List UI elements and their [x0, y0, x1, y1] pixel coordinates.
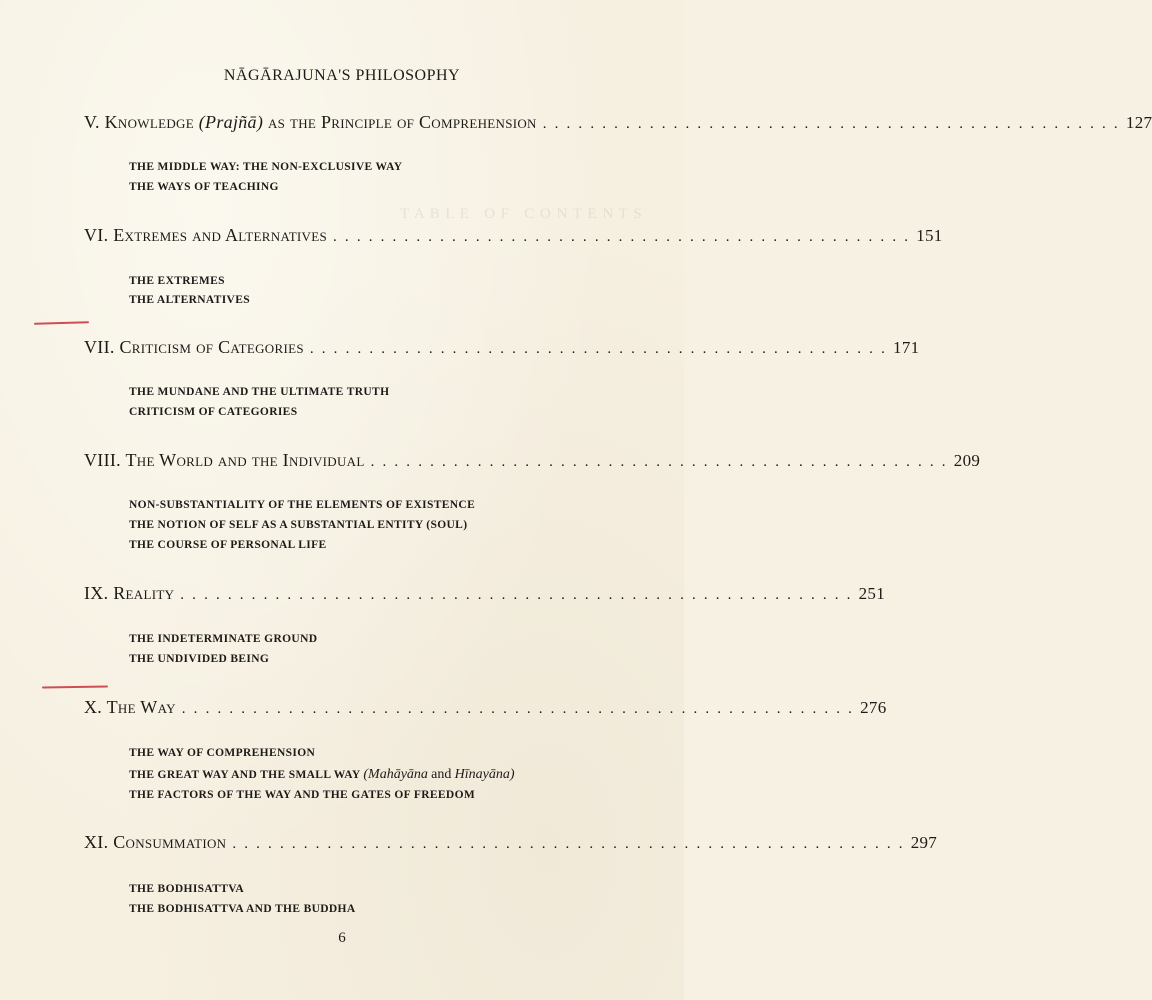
section-heading: THE COURSE OF PERSONAL LIFE: [129, 539, 327, 551]
section-heading: CRITICISM OF CATEGORIES: [129, 406, 298, 418]
chapter-vi-entry[interactable]: [84, 225, 943, 251]
chapter-title: IX. Reality: [84, 583, 175, 603]
section-heading: THE ALTERNATIVES: [129, 294, 250, 306]
section-heading: THE MIDDLE WAY: THE NON-EXCLUSIVE WAY: [129, 161, 403, 173]
page-number: 151: [916, 226, 943, 245]
page-folio: 6: [338, 930, 346, 946]
dot-leader: . . . . . . . . . . . . . . . . . . . . . . . . . . . . . . . . . . . . . . . . . . . . . . . . .: [309, 341, 888, 357]
red-pencil-mark: [34, 321, 89, 324]
dot-leader: . . . . . . . . . . . . . . . . . . . . . . . . . . . . . . . . . . . . . . . . . . . . . . . . . . . . . . . . .: [180, 587, 853, 603]
section-heading: THE BODHISATTVA AND THE BUDDHA: [129, 903, 356, 915]
dot-leader: . . . . . . . . . . . . . . . . . . . . . . . . . . . . . . . . . . . . . . . . . . . . . . . . .: [542, 116, 1120, 132]
section-heading: THE MUNDANE AND THE ULTIMATE TRUTH: [129, 386, 390, 398]
chapter-x-entry[interactable]: [84, 697, 887, 723]
section-heading: NON-SUBSTANTIALITY OF THE ELEMENTS OF EXISTENCE: [129, 499, 476, 511]
section-heading: THE BODHISATTVA: [129, 883, 245, 895]
section-heading: THE EXTREMES: [129, 275, 225, 287]
chapter-xi-entry[interactable]: [84, 832, 938, 858]
red-pencil-mark: [42, 686, 108, 689]
dot-leader: . . . . . . . . . . . . . . . . . . . . . . . . . . . . . . . . . . . . . . . . . . . . . . . . .: [333, 229, 911, 245]
page-number: 127: [1125, 113, 1152, 132]
chapter-title: VI. Extremes and Alternatives: [84, 225, 328, 245]
page-number: 297: [910, 833, 938, 852]
section-heading: THE GREAT WAY AND THE SMALL WAY (Mahāyāna and Hīnayāna): [129, 767, 515, 782]
section-heading: THE WAY OF COMPREHENSION: [129, 747, 316, 759]
chapter-viii-entry[interactable]: [84, 450, 981, 476]
chapter-ix-entry[interactable]: [84, 583, 886, 609]
chapter-title: V. Knowledge (Prajñā) as the Principle of Comprehension: [84, 112, 537, 132]
chapter-title: VII. Criticism of Categories: [84, 337, 304, 357]
page-number: 209: [953, 451, 981, 470]
chapter-title: X. The Way: [84, 697, 176, 717]
chapter-v-entry[interactable]: [84, 112, 1152, 138]
section-heading: THE FACTORS OF THE WAY AND THE GATES OF FREEDOM: [129, 789, 476, 801]
section-heading: THE NOTION OF SELF AS A SUBSTANTIAL ENTITY (SOUL): [129, 519, 468, 531]
section-heading: THE UNDIVIDED BEING: [129, 653, 270, 665]
dot-leader: . . . . . . . . . . . . . . . . . . . . . . . . . . . . . . . . . . . . . . . . . . . . . . . . . . . . . . . . .: [181, 701, 855, 717]
chapter-vii-entry[interactable]: [84, 337, 920, 363]
italic-term: Hīnayāna): [454, 767, 515, 782]
page-number: 251: [858, 584, 886, 603]
chapter-title: VIII. The World and the Individual: [84, 450, 365, 470]
dot-leader: . . . . . . . . . . . . . . . . . . . . . . . . . . . . . . . . . . . . . . . . . . . . . . . . . . . . . . . . .: [232, 836, 905, 852]
italic-term: (Mahāyāna: [363, 767, 428, 782]
chapter-title: XI. Consummation: [84, 832, 227, 852]
section-heading: THE WAYS OF TEACHING: [129, 181, 279, 193]
section-heading: THE INDETERMINATE GROUND: [129, 633, 318, 645]
page-number: 171: [893, 338, 920, 357]
running-head: NĀGĀRAJUNA'S PHILOSOPHY: [223, 67, 461, 84]
show-through-text: T A B L E O F C O N T E N T S: [400, 206, 643, 222]
page-number: 276: [860, 698, 887, 717]
dot-leader: . . . . . . . . . . . . . . . . . . . . . . . . . . . . . . . . . . . . . . . . . . . . . . . . .: [370, 454, 948, 470]
